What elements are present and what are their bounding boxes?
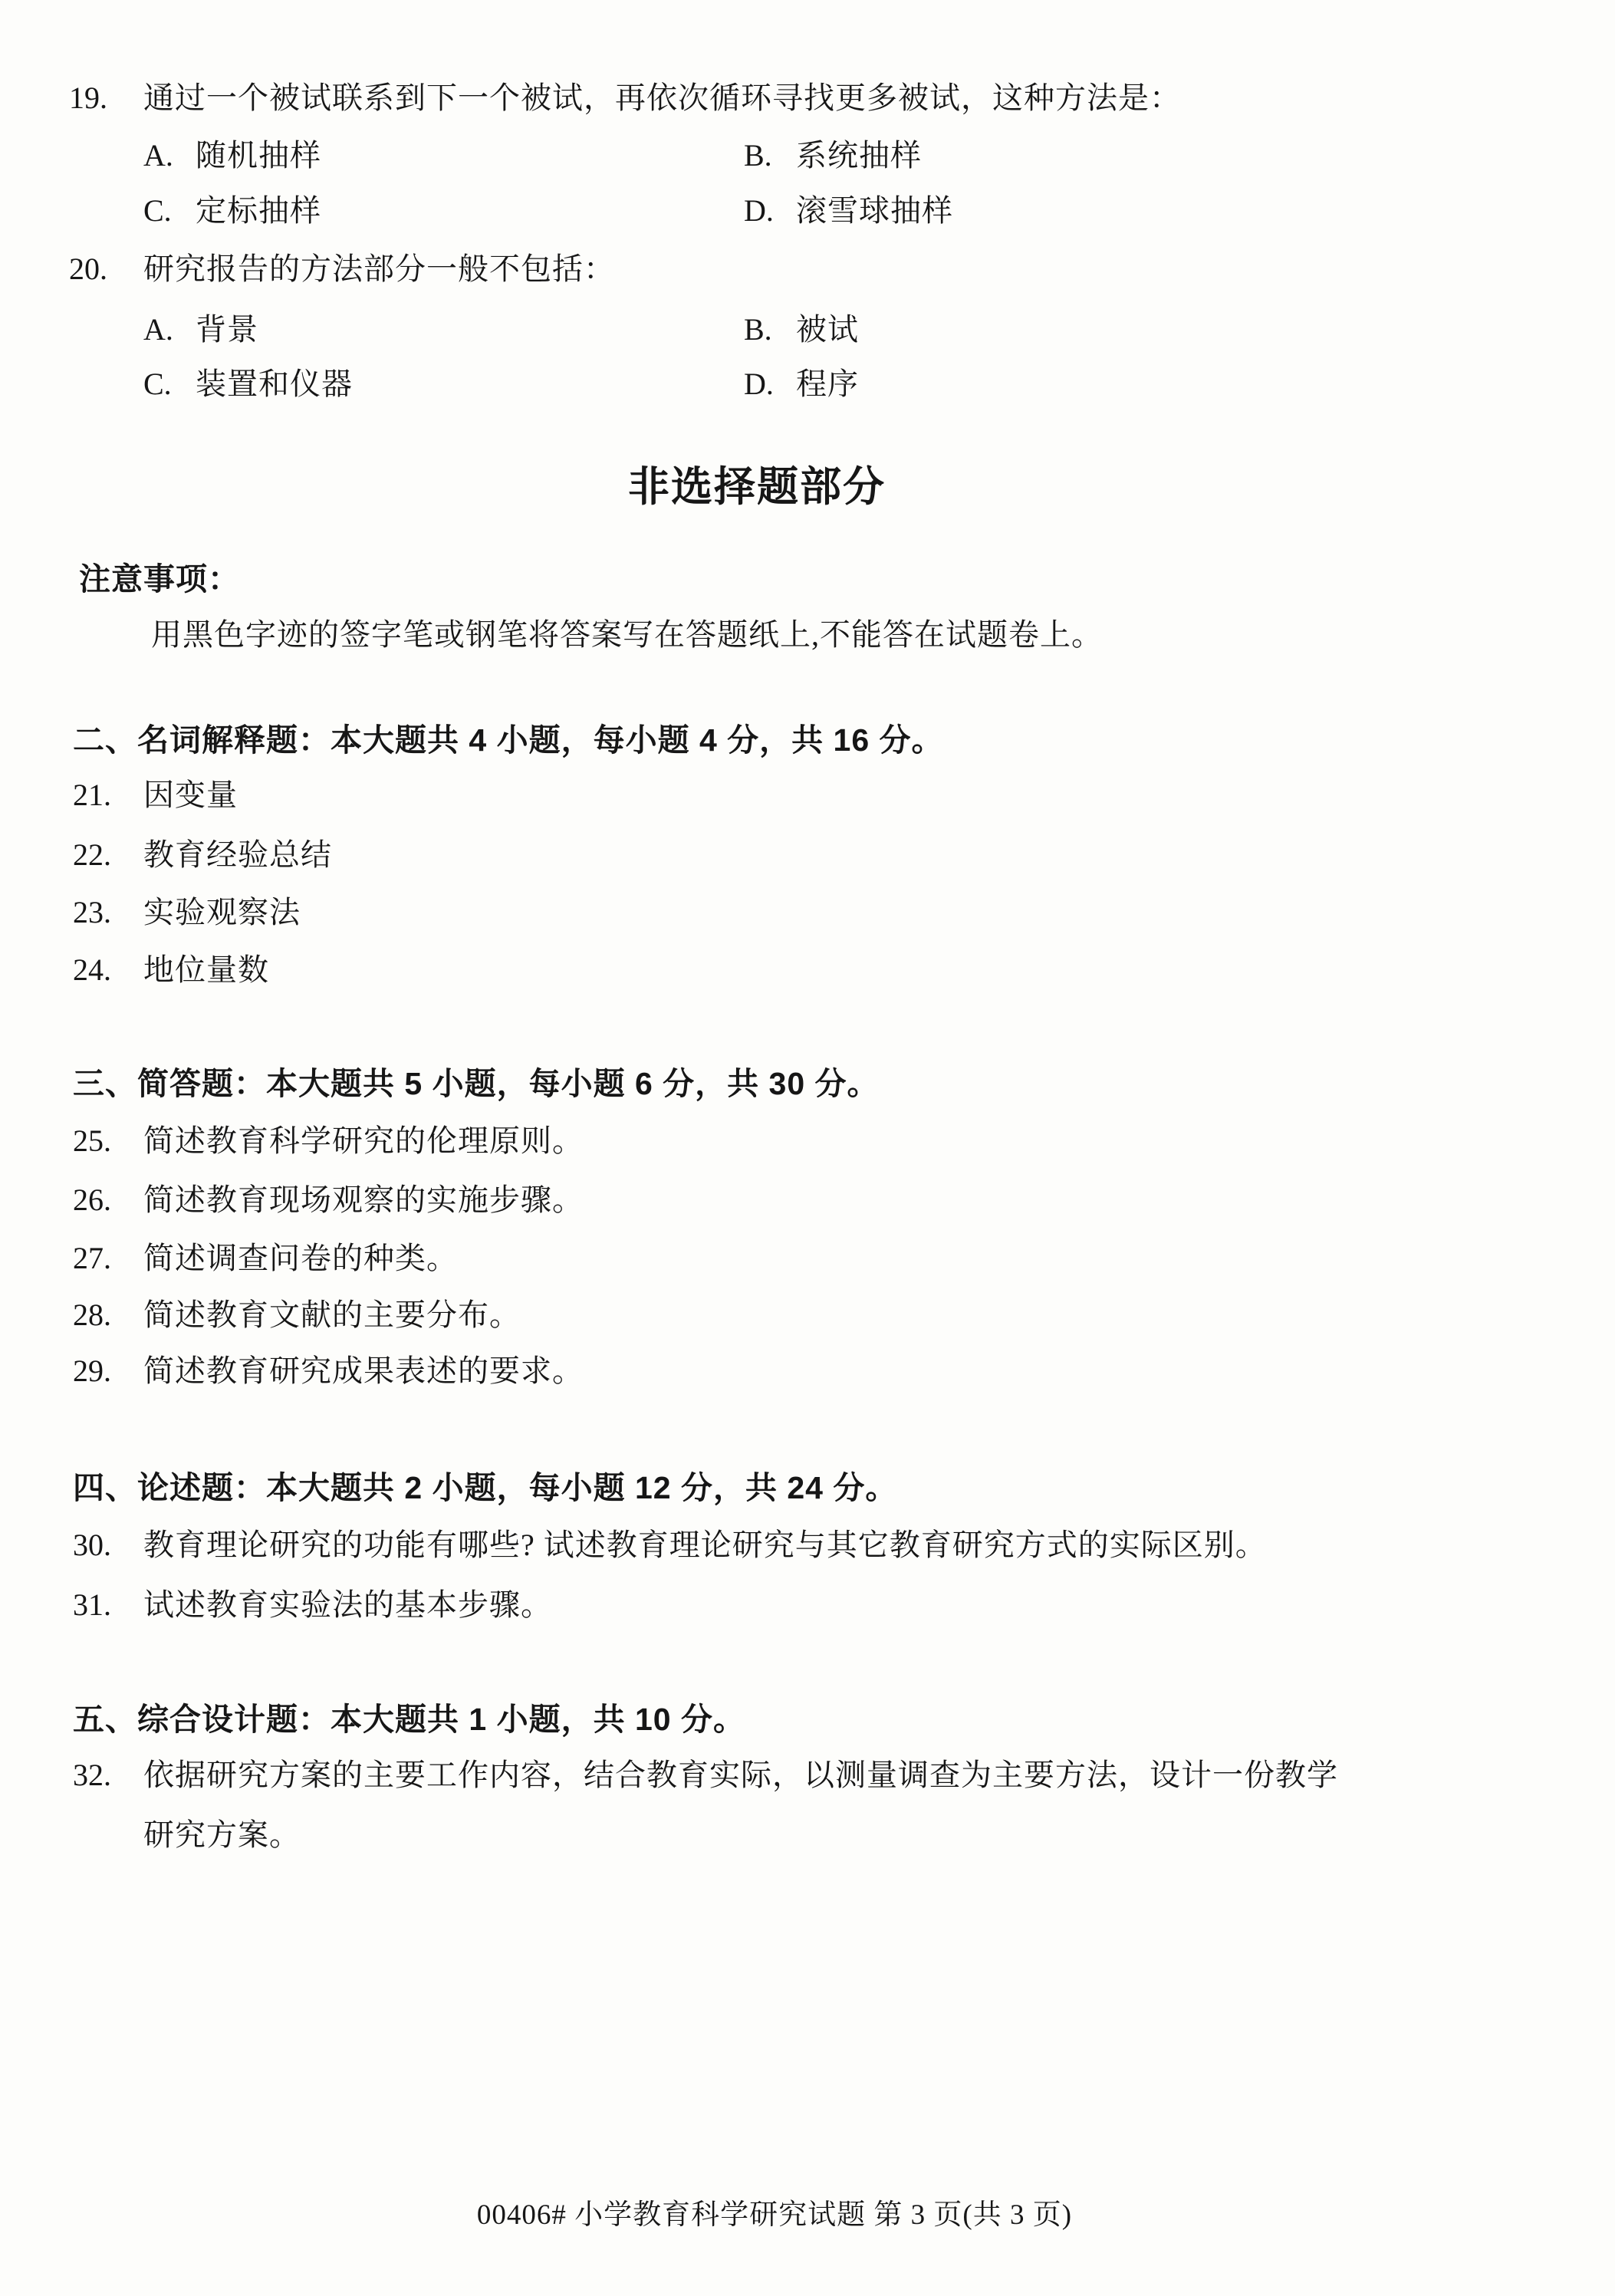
question-20-options-row-1 xyxy=(143,311,1547,349)
question-31 xyxy=(73,1586,1541,1624)
question-20-number: 20. xyxy=(69,252,107,286)
question-29-number: 29. xyxy=(73,1354,111,1388)
question-28-text: 简述教育文献的主要分布。 xyxy=(143,1298,521,1332)
question-24 xyxy=(73,951,1541,989)
option-label: C. xyxy=(143,367,172,401)
option-label: B. xyxy=(744,312,772,347)
notice-body: 用黑色字迹的签字笔或钢笔将答案写在答题纸上,不能答在试题卷上。 xyxy=(151,617,1103,652)
question-29 xyxy=(73,1352,1541,1390)
question-20 xyxy=(69,250,1549,288)
question-20-option-c xyxy=(143,365,353,403)
question-20-option-b xyxy=(744,311,859,349)
page-footer: 00406# 小学教育科学研究试题 第 3 页(共 3 页) xyxy=(476,2199,1073,2231)
question-25 xyxy=(73,1122,1541,1160)
question-20-option-a xyxy=(143,311,258,349)
question-19-option-a xyxy=(143,137,321,175)
question-20-options-row-2 xyxy=(143,365,1547,403)
question-27-text: 简述调查问卷的种类。 xyxy=(143,1241,458,1275)
question-31-text: 试述教育实验法的基本步骤。 xyxy=(143,1587,552,1622)
question-31-number: 31. xyxy=(73,1587,111,1622)
question-30 xyxy=(73,1526,1541,1564)
question-19-option-b xyxy=(744,137,922,175)
question-32-text: 依据研究方案的主要工作内容，结合教育实际，以测量调查为主要方法，设计一份教学研究方案。 xyxy=(143,1758,1338,1852)
section-4-title: 四、论述题：本大题共 2 小题，每小题 12 分，共 24 分。 xyxy=(73,1470,898,1505)
question-26 xyxy=(73,1181,1541,1219)
section-3-title: 三、简答题：本大题共 5 小题，每小题 6 分，共 30 分。 xyxy=(73,1066,880,1101)
question-30-number: 30. xyxy=(73,1528,111,1562)
question-27 xyxy=(73,1239,1541,1278)
option-text: 背景 xyxy=(196,312,258,347)
question-19-option-d xyxy=(744,192,953,230)
section-2-title: 二、名词解释题：本大题共 4 小题，每小题 4 分，共 16 分。 xyxy=(73,722,944,758)
option-text: 滚雪球抽样 xyxy=(796,193,953,228)
option-text: 装置和仪器 xyxy=(196,367,353,401)
question-20-option-d xyxy=(744,365,859,403)
question-19-number: 19. xyxy=(69,81,107,115)
question-23-text: 实验观察法 xyxy=(143,895,301,929)
option-text: 程序 xyxy=(796,367,859,401)
question-21-text: 因变量 xyxy=(143,778,238,812)
question-19-text: 通过一个被试联系到下一个被试，再依次循环寻找更多被试，这种方法是： xyxy=(143,81,1181,115)
question-32-number: 32. xyxy=(73,1758,111,1792)
option-label: C. xyxy=(143,193,172,228)
question-29-text: 简述教育研究成果表述的要求。 xyxy=(143,1354,584,1388)
option-label: B. xyxy=(744,138,772,173)
question-20-text: 研究报告的方法部分一般不包括： xyxy=(143,252,615,286)
notice-title: 注意事项： xyxy=(79,561,240,597)
option-label: A. xyxy=(143,312,173,347)
question-22-number: 22. xyxy=(73,837,111,872)
question-28-number: 28. xyxy=(73,1298,111,1332)
option-text: 系统抽样 xyxy=(796,138,922,173)
question-19-option-c xyxy=(143,192,321,230)
question-19-options-row-1 xyxy=(143,137,1547,175)
question-28 xyxy=(73,1296,1541,1334)
question-21-number: 21. xyxy=(73,778,111,812)
question-24-number: 24. xyxy=(73,952,111,987)
question-23-number: 23. xyxy=(73,895,111,929)
option-label: D. xyxy=(744,193,774,228)
question-19 xyxy=(69,79,1549,117)
question-32 xyxy=(73,1745,1541,1865)
question-22-text: 教育经验总结 xyxy=(143,837,332,872)
part-heading: 非选择题部分 xyxy=(628,464,886,510)
question-19-options-row-2 xyxy=(143,192,1547,230)
question-30-text: 教育理论研究的功能有哪些? 试述教育理论研究与其它教育研究方式的实际区别。 xyxy=(143,1528,1267,1562)
question-25-number: 25. xyxy=(73,1123,111,1158)
option-text: 被试 xyxy=(796,312,859,347)
question-25-text: 简述教育科学研究的伦理原则。 xyxy=(143,1123,584,1158)
question-26-text: 简述教育现场观察的实施步骤。 xyxy=(143,1183,584,1217)
question-21 xyxy=(73,776,1541,814)
question-24-text: 地位量数 xyxy=(143,952,269,987)
option-text: 定标抽样 xyxy=(196,193,321,228)
option-label: A. xyxy=(143,138,173,173)
question-26-number: 26. xyxy=(73,1183,111,1217)
option-label: D. xyxy=(744,367,774,401)
question-23 xyxy=(73,893,1541,932)
section-5-title: 五、综合设计题：本大题共 1 小题，共 10 分。 xyxy=(73,1702,745,1737)
option-text: 随机抽样 xyxy=(196,138,321,173)
question-22 xyxy=(73,836,1541,874)
question-27-number: 27. xyxy=(73,1241,111,1275)
